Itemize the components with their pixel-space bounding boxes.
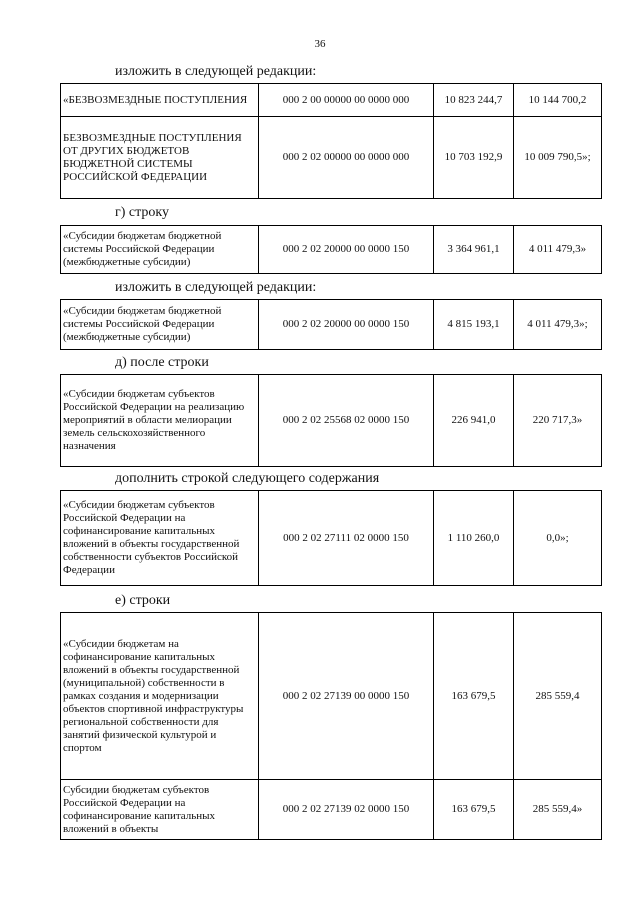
row-value-1: 163 679,5: [434, 613, 514, 780]
row-description: «Субсидии бюджетам субъектов Российской Федерации на софинансирование капитальных вложений в объекты государственной собственности субъектов Российской Федерации: [61, 491, 259, 586]
table-row: [61, 117, 602, 199]
row-value-1: 163 679,5: [434, 780, 514, 840]
row-value-1: 4 815 193,1: [434, 300, 514, 350]
row-value-2: 285 559,4»: [514, 780, 602, 840]
row-code: 000 2 02 27139 02 0000 150: [259, 780, 434, 840]
table-row: [61, 375, 602, 467]
budget-table: [60, 490, 602, 586]
intro-text: д) после строки: [115, 355, 209, 370]
budget-table: [60, 374, 602, 467]
row-description: «Субсидии бюджетам на софинансирование капитальных вложений в объекты государственной (муниципальной) собственности в рамках создания и модернизации объектов спортивной инфраструктуры региональной собственности для занятий физической культурой и спортом: [61, 613, 259, 780]
budget-table: [60, 225, 602, 274]
row-value-2: 220 717,3»: [514, 375, 602, 467]
row-value-2: 285 559,4: [514, 613, 602, 780]
budget-table: [60, 612, 602, 840]
row-description: БЕЗВОЗМЕЗДНЫЕ ПОСТУПЛЕНИЯ ОТ ДРУГИХ БЮДЖЕТОВ БЮДЖЕТНОЙ СИСТЕМЫ РОССИЙСКОЙ ФЕДЕРАЦИИ: [61, 117, 259, 199]
budget-table: [60, 299, 602, 350]
row-value-2: 10 144 700,2: [514, 84, 602, 117]
row-code: 000 2 00 00000 00 0000 000: [259, 84, 434, 117]
intro-text: е) строки: [115, 593, 171, 608]
row-description: «БЕЗВОЗМЕЗДНЫЕ ПОСТУПЛЕНИЯ: [61, 84, 259, 117]
row-value-1: 10 703 192,9: [434, 117, 514, 199]
row-description: Субсидии бюджетам субъектов Российской Федерации на софинансирование капитальных вложений в объекты: [61, 780, 259, 840]
intro-text: дополнить строкой следующего содержания: [115, 471, 380, 486]
table-row: [61, 491, 602, 586]
table-row: [61, 226, 602, 274]
row-code: 000 2 02 00000 00 0000 000: [259, 117, 434, 199]
row-description: «Субсидии бюджетам бюджетной системы Российской Федерации (межбюджетные субсидии): [61, 300, 259, 350]
table-row: [61, 780, 602, 840]
row-value-2: 0,0»;: [514, 491, 602, 586]
intro-text: изложить в следующей редакции:: [115, 280, 317, 295]
row-value-1: 3 364 961,1: [434, 226, 514, 274]
row-value-2: 4 011 479,3»: [514, 226, 602, 274]
row-value-1: 226 941,0: [434, 375, 514, 467]
row-description: «Субсидии бюджетам бюджетной системы Российской Федерации (межбюджетные субсидии): [61, 226, 259, 274]
row-value-2: 10 009 790,5»;: [514, 117, 602, 199]
table-row: [61, 613, 602, 780]
row-code: 000 2 02 20000 00 0000 150: [259, 226, 434, 274]
row-description: «Субсидии бюджетам субъектов Российской Федерации на реализацию мероприятий в области мелиорации земель сельскохозяйственного назначения: [61, 375, 259, 467]
row-code: 000 2 02 27111 02 0000 150: [259, 491, 434, 586]
budget-table: [60, 83, 602, 199]
row-value-1: 1 110 260,0: [434, 491, 514, 586]
row-code: 000 2 02 20000 00 0000 150: [259, 300, 434, 350]
row-value-1: 10 823 244,7: [434, 84, 514, 117]
table-row: [61, 300, 602, 350]
row-code: 000 2 02 25568 02 0000 150: [259, 375, 434, 467]
page-number: 36: [314, 38, 326, 50]
intro-text: г) строку: [115, 205, 170, 220]
table-row: [61, 84, 602, 117]
intro-text: изложить в следующей редакции:: [115, 64, 317, 79]
row-value-2: 4 011 479,3»;: [514, 300, 602, 350]
row-code: 000 2 02 27139 00 0000 150: [259, 613, 434, 780]
